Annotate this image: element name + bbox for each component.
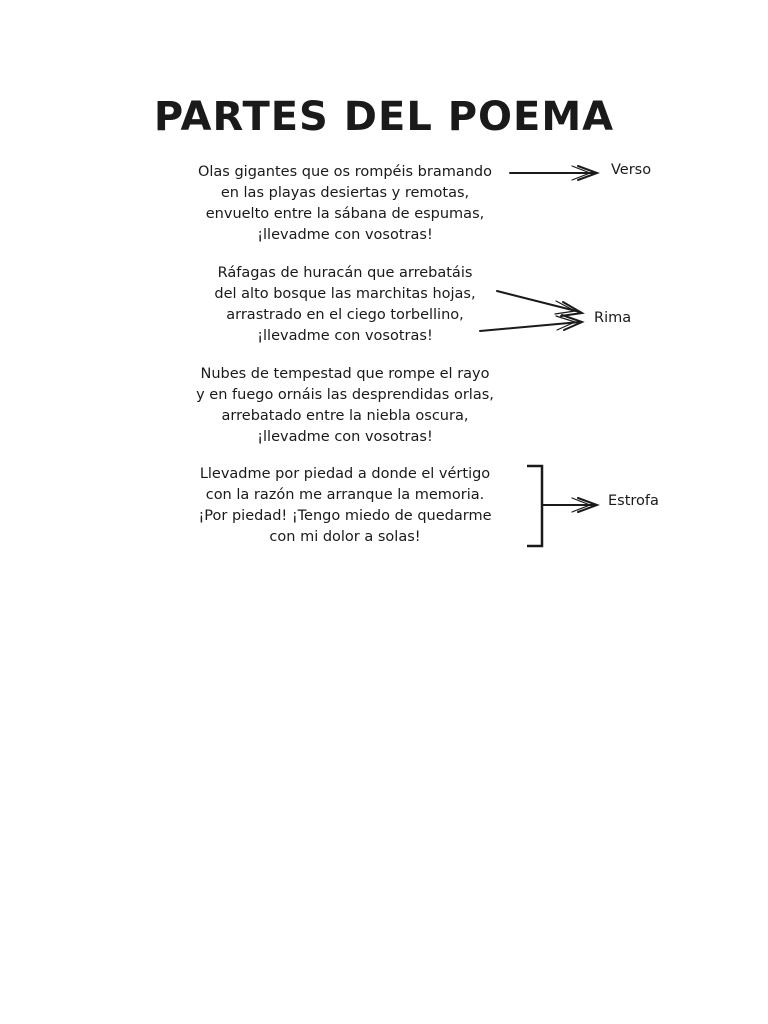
verse-line: Llevadme por piedad a donde el vértigo	[199, 466, 491, 482]
verse-line: envuelto entre la sábana de espumas,	[205, 206, 485, 222]
verse-line: Olas gigantes que os rompéis bramando	[197, 164, 492, 180]
verse-line: arrebatado entre la niebla oscura,	[221, 408, 469, 424]
verso-arrow-icon	[510, 166, 597, 180]
verse-line: ¡llevadme con vosotras!	[257, 328, 433, 344]
verse-line: con la razón me arranque la memoria.	[205, 487, 485, 503]
verse-line: Nubes de tempestad que rompe el rayo	[200, 366, 490, 382]
verse-line: ¡llevadme con vosotras!	[257, 227, 433, 243]
label-estrofa: Estrofa	[608, 493, 659, 509]
stanza-4	[180, 464, 510, 548]
label-verso: Verso	[611, 162, 652, 178]
estrofa-bracket-icon	[527, 466, 542, 546]
verse-line: en las playas desiertas y remotas,	[220, 185, 470, 201]
verse-line: Ráfagas de huracán que arrebatáis	[217, 265, 473, 281]
verse-line: ¡Por piedad! ¡Tengo miedo de quedarme	[198, 508, 492, 524]
verse-line: con mi dolor a solas!	[269, 529, 421, 545]
verse-line: arrastrado en el ciego torbellino,	[226, 307, 464, 323]
stanza-2	[180, 263, 510, 347]
page-title: PARTES DEL POEMA	[153, 94, 615, 140]
estrofa-arrow-icon	[543, 498, 597, 512]
stanza-1	[180, 162, 510, 246]
verse-line: y en fuego ornáis las desprendidas orlas,	[196, 387, 494, 403]
label-rima: Rima	[594, 310, 632, 326]
verse-line: ¡llevadme con vosotras!	[257, 429, 433, 445]
verse-line: del alto bosque las marchitas hojas,	[214, 286, 476, 302]
stanza-3	[180, 364, 510, 448]
